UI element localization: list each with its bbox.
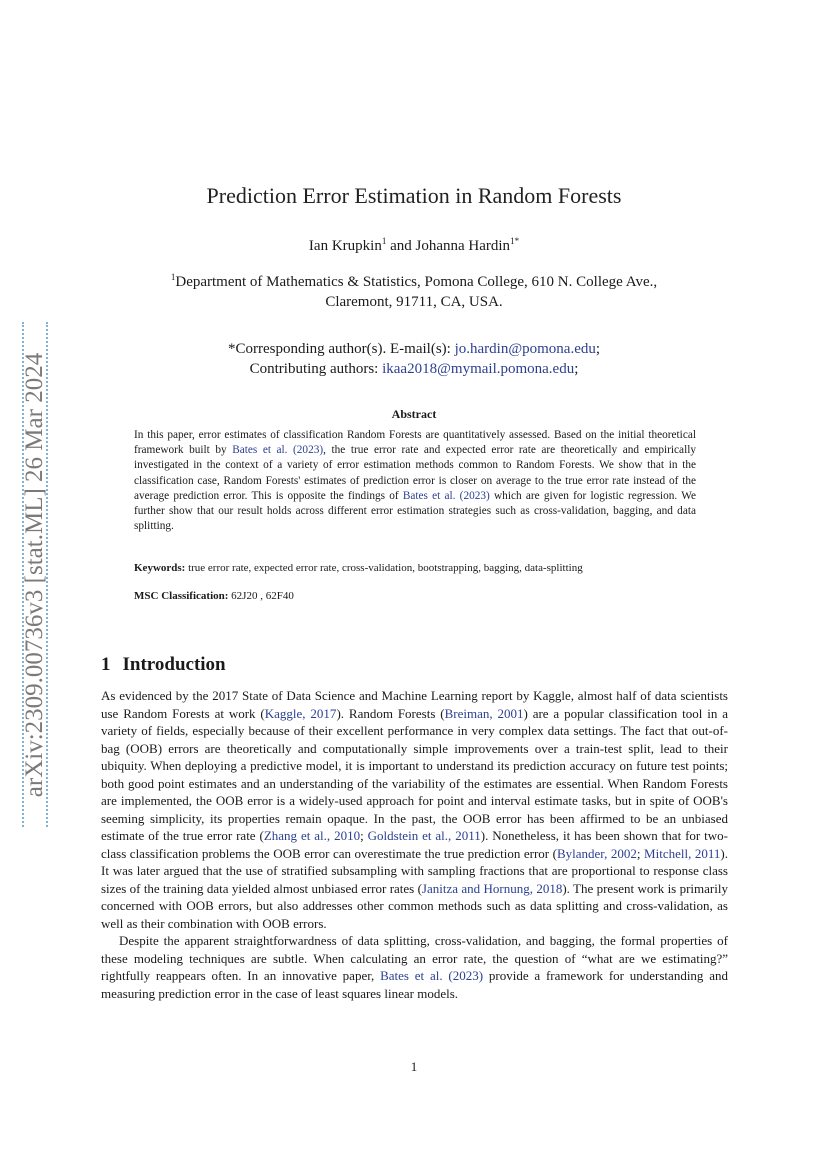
citation-link[interactable]: Breiman, 2001	[444, 705, 524, 721]
citation-link[interactable]: Bylander, 2002	[556, 845, 637, 861]
paragraph-2	[101, 932, 728, 1002]
author-2-affil-mark: 1*	[510, 236, 520, 246]
msc-label: MSC Classification:	[134, 590, 229, 602]
author-2: Johanna Hardin	[415, 238, 511, 254]
citation-link[interactable]: Janitza and Hornung, 2018	[421, 880, 563, 896]
contributing-email-link[interactable]: ikaa2018@mymail.pomona.edu	[382, 361, 575, 377]
author-1-affil-mark: 1	[381, 236, 387, 246]
abstract-segment: In this paper, error estimates of classification Random Forests are quantitatively assessed. Based on the initial theoretical framework built by	[134, 429, 696, 457]
text-segment: ). It was later argued that the use of stratified subsampling with sampling fractions that are proportional to response class sizes of the training data yielded almost unbiased error rates (	[101, 845, 728, 896]
author-separator: and	[386, 238, 416, 254]
text-segment: ;	[360, 828, 368, 843]
citation-link[interactable]: Mitchell, 2011	[644, 845, 721, 861]
author-list	[0, 236, 828, 255]
text-segment: provide a framework for understanding and measuring prediction error in the case of least squares linear models.	[101, 968, 729, 1001]
citation-link[interactable]: Bates et al. (2023)	[402, 489, 490, 502]
affiliation	[120, 267, 708, 312]
page-number: 1	[410, 1059, 418, 1074]
section-body	[101, 687, 728, 1002]
paper-title: Prediction Error Estimation in Random Forests	[206, 183, 622, 208]
citation-link[interactable]: Kaggle, 2017	[264, 705, 337, 721]
section-title: Introduction	[122, 654, 226, 675]
section-heading	[101, 654, 226, 676]
citation-link[interactable]: Bates et al. (2023)	[380, 968, 484, 983]
msc-classification	[134, 590, 714, 602]
contact-info	[100, 339, 728, 379]
corresponding-label: *Corresponding author(s). E-mail(s):	[227, 341, 455, 357]
text-segment: Despite the apparent straightforwardness of data splitting, cross-validation, and bagging, the formal properties of these modeling techniques are subtle. When calculating an error rate, the question of “what are we estimating?” rightfully reappears often. In an innovative paper,	[101, 933, 728, 983]
text-segment: ;	[636, 845, 645, 861]
msc-text: 62J20 , 62F40	[228, 590, 294, 602]
citation-link[interactable]: Zhang et al., 2010	[263, 828, 361, 843]
paragraph-1	[101, 687, 728, 932]
abstract-segment: which are given for logistic regression. We further show that our result holds across different error estimation strategies such as cross-validation, bagging, and data splitting.	[134, 489, 696, 533]
text-segment: ) are a popular classification tool in a variety of fields, especially because of their excellent performance in very complex data settings. The fact that out-of-bag (OOB) errors are theoretically and computationally simple improvements over a train-test split, lead to their ubiquity. When deploying a predictive model, it is important to understand its prediction accuracy on future test points; both good point estimates and an understanding of the variability of the estimates are essential. When Random Forests are implemented, the OOB error is a widely-used approach for point and interval estimate tasks, but in spite of OOB's seeming simplicity, its properties remain opaque. In the past, the OOB error has been affirmed to be an unbiased estimate of the true error rate (	[101, 705, 728, 843]
text-segment: ). Random Forests (	[336, 705, 445, 721]
abstract-segment: , the true error rate and expected error rate are theoretically and empirically investigated in the context of a variety of error estimation methods common to Random Forests. We show that in the classification case, Random Forests' estimates of prediction error is closer on average to the true error rate instead of the average prediction error. This is opposite the findings of	[134, 444, 696, 502]
corresponding-email-link[interactable]: jo.hardin@pomona.edu	[454, 341, 596, 357]
text-segment: ). The present work is primarily concerned with OOB errors, but also addresses other common methods such as data splitting and cross-validation, as well as their combination with OOB errors.	[101, 880, 728, 931]
abstract-text	[134, 428, 696, 534]
keywords	[134, 562, 714, 574]
affiliation-line-1: Department of Mathematics & Statistics, Pomona College, 610 N. College Ave.,	[175, 274, 658, 290]
keywords-label: Keywords:	[134, 562, 186, 574]
citation-link[interactable]: Bates et al. (2023)	[232, 444, 324, 457]
citation-link[interactable]: Goldstein et al., 2011	[367, 828, 481, 843]
affiliation-line-2: Claremont, 91711, CA, USA.	[325, 294, 503, 310]
arxiv-identifier-stamp	[22, 322, 48, 827]
arxiv-identifier: arXiv:2309.00736v3 [stat.ML] 26 Mar 2024	[21, 352, 48, 797]
section-number: 1	[101, 654, 111, 675]
affiliation-mark: 1	[170, 272, 176, 282]
text-segment: ). Nonetheless, it has been shown that for two-class classification problems the OOB error can overestimate the true prediction error (	[101, 828, 729, 861]
corresponding-end: ;	[595, 341, 601, 357]
contributing-end: ;	[574, 361, 579, 377]
keywords-text: true error rate, expected error rate, cross-validation, bootstrapping, bagging, data-splitting	[185, 562, 583, 574]
contributing-label: Contributing authors:	[249, 361, 383, 377]
abstract-heading: Abstract	[391, 407, 437, 421]
text-segment: As evidenced by the 2017 State of Data Science and Machine Learning report by Kaggle, almost half of data scientists use Random Forests at work (	[101, 688, 728, 721]
author-1: Ian Krupkin	[308, 238, 382, 254]
